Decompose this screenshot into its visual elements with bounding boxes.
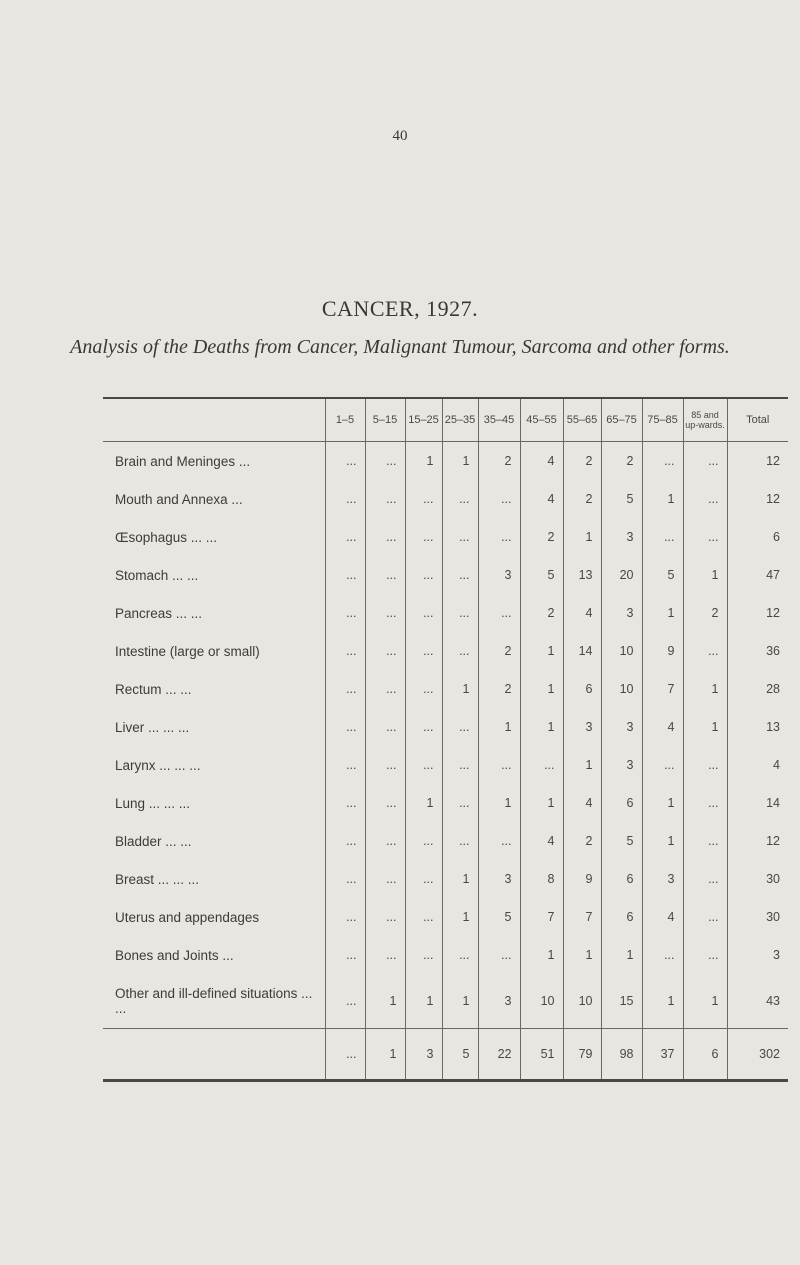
- col-header: Total: [727, 398, 788, 442]
- table-cell: ...: [405, 480, 442, 518]
- page-subtitle: Analysis of the Deaths from Cancer, Malignant Tumour, Sarcoma and other forms.: [70, 336, 730, 358]
- table-cell: 1: [442, 860, 478, 898]
- table-cell: 5: [478, 898, 520, 936]
- row-label: Œsophagus ... ...: [115, 529, 218, 545]
- row-label: Uterus and appendages: [115, 909, 260, 925]
- col-header: 1–5: [325, 398, 365, 442]
- table-cell: ...: [683, 632, 727, 670]
- table-cell: ...: [683, 518, 727, 556]
- table-cell: 36: [727, 632, 788, 670]
- table-cell: 1: [478, 708, 520, 746]
- table-cell: 6: [727, 518, 788, 556]
- table-cell: 1: [563, 518, 601, 556]
- table-cell: 13: [563, 556, 601, 594]
- table-cell: 6: [601, 860, 642, 898]
- table-cell: 1: [520, 784, 563, 822]
- table-cell: 3: [601, 518, 642, 556]
- table-cell: 2: [520, 594, 563, 632]
- table-cell: 12: [727, 442, 788, 481]
- table-cell: 1: [683, 556, 727, 594]
- table-cell: ...: [442, 784, 478, 822]
- table-row: [103, 936, 788, 974]
- table-cell: 2: [563, 822, 601, 860]
- table-cell: ...: [405, 746, 442, 784]
- table-cell: 10: [601, 670, 642, 708]
- table-cell: ...: [405, 632, 442, 670]
- table-row: [103, 746, 788, 784]
- table-cell: 7: [520, 898, 563, 936]
- table-cell: 1: [478, 784, 520, 822]
- table-row: [103, 784, 788, 822]
- table-cell: ...: [442, 518, 478, 556]
- total-cell: 3: [405, 1029, 442, 1081]
- table-cell: 1: [365, 974, 405, 1029]
- total-cell: 51: [520, 1029, 563, 1081]
- col-header: 65–75: [601, 398, 642, 442]
- table-cell: 8: [520, 860, 563, 898]
- table-cell: 28: [727, 670, 788, 708]
- table-cell: 47: [727, 556, 788, 594]
- table-row: [103, 480, 788, 518]
- col-header: 55–65: [563, 398, 601, 442]
- table-row: [103, 822, 788, 860]
- total-cell: 5: [442, 1029, 478, 1081]
- table-cell: 2: [478, 632, 520, 670]
- header-row: [103, 398, 788, 442]
- table-cell: 3: [727, 936, 788, 974]
- table-cell: 6: [563, 670, 601, 708]
- table-cell: 4: [520, 822, 563, 860]
- table-cell: ...: [365, 632, 405, 670]
- table-cell: 1: [405, 442, 442, 481]
- table-cell: 4: [727, 746, 788, 784]
- table-cell: ...: [683, 822, 727, 860]
- table-cell: ...: [683, 480, 727, 518]
- table-cell: ...: [683, 442, 727, 481]
- table-cell: 10: [563, 974, 601, 1029]
- table-row: [103, 898, 788, 936]
- table-cell: 6: [601, 784, 642, 822]
- table-cell: 1: [520, 936, 563, 974]
- table-cell: ...: [405, 898, 442, 936]
- row-label: Liver ... ... ...: [115, 719, 190, 735]
- table-cell: 1: [520, 632, 563, 670]
- row-label: Brain and Meninges ...: [115, 453, 251, 469]
- table-cell: ...: [405, 556, 442, 594]
- row-label: Lung ... ... ...: [115, 795, 191, 811]
- table-cell: ...: [325, 556, 365, 594]
- table-cell: ...: [442, 708, 478, 746]
- table-cell: 1: [642, 784, 683, 822]
- row-label: Bladder ... ...: [115, 833, 192, 849]
- table-cell: ...: [365, 518, 405, 556]
- table-cell: 3: [563, 708, 601, 746]
- table-cell: ...: [442, 822, 478, 860]
- table-cell: ...: [478, 936, 520, 974]
- table-cell: ...: [642, 518, 683, 556]
- row-label: Other and ill-defined situations ... ...: [115, 986, 313, 1016]
- table-cell: ...: [365, 556, 405, 594]
- table-cell: 1: [601, 936, 642, 974]
- table-cell: 1: [442, 670, 478, 708]
- table-cell: ...: [405, 670, 442, 708]
- table-cell: ...: [642, 936, 683, 974]
- table-cell: ...: [683, 746, 727, 784]
- table-cell: 3: [601, 594, 642, 632]
- table-cell: 2: [683, 594, 727, 632]
- col-header: 85 and up-wards.: [683, 398, 727, 442]
- table-cell: ...: [325, 594, 365, 632]
- table-cell: ...: [325, 518, 365, 556]
- table-cell: 4: [520, 442, 563, 481]
- table-cell: 43: [727, 974, 788, 1029]
- total-cell: 37: [642, 1029, 683, 1081]
- table-cell: ...: [442, 746, 478, 784]
- row-label: Pancreas ... ...: [115, 605, 203, 621]
- table-cell: ...: [405, 708, 442, 746]
- table-cell: 7: [642, 670, 683, 708]
- table-cell: 14: [727, 784, 788, 822]
- table-cell: 1: [405, 974, 442, 1029]
- table-cell: 1: [642, 480, 683, 518]
- table-cell: ...: [325, 632, 365, 670]
- table-cell: 2: [478, 670, 520, 708]
- table-cell: 1: [442, 974, 478, 1029]
- table-cell: ...: [683, 860, 727, 898]
- table-cell: 6: [601, 898, 642, 936]
- col-header: 15–25: [405, 398, 442, 442]
- cancer-deaths-table: [103, 397, 788, 1082]
- table-cell: ...: [365, 898, 405, 936]
- table-cell: ...: [325, 442, 365, 481]
- table-row: [103, 556, 788, 594]
- table-cell: 15: [601, 974, 642, 1029]
- table-cell: 30: [727, 898, 788, 936]
- table-cell: 1: [683, 708, 727, 746]
- table-cell: ...: [325, 860, 365, 898]
- row-label: Mouth and Annexa ...: [115, 491, 243, 507]
- table-cell: ...: [642, 746, 683, 784]
- header-blank: [103, 398, 325, 442]
- table-cell: 1: [405, 784, 442, 822]
- table-row: [103, 860, 788, 898]
- table-cell: 2: [563, 442, 601, 481]
- table-cell: ...: [365, 708, 405, 746]
- table-cell: ...: [442, 936, 478, 974]
- table-cell: ...: [365, 442, 405, 481]
- col-header: 5–15: [365, 398, 405, 442]
- row-label: Intestine (large or small): [115, 643, 260, 659]
- table-cell: 1: [520, 708, 563, 746]
- table-cell: ...: [405, 860, 442, 898]
- table-cell: 10: [520, 974, 563, 1029]
- table-cell: 1: [563, 936, 601, 974]
- table-cell: ...: [442, 594, 478, 632]
- table-cell: 7: [563, 898, 601, 936]
- table-cell: 12: [727, 594, 788, 632]
- row-label: Rectum ... ...: [115, 681, 192, 697]
- table-cell: 9: [563, 860, 601, 898]
- col-header: 25–35: [442, 398, 478, 442]
- table-cell: 4: [520, 480, 563, 518]
- table-cell: ...: [365, 860, 405, 898]
- table-cell: 3: [601, 746, 642, 784]
- table-cell: 12: [727, 822, 788, 860]
- table-cell: ...: [365, 480, 405, 518]
- table-cell: ...: [405, 936, 442, 974]
- table-cell: 1: [642, 822, 683, 860]
- table-cell: ...: [325, 746, 365, 784]
- table-cell: 9: [642, 632, 683, 670]
- table-cell: 3: [478, 556, 520, 594]
- table-cell: 2: [563, 480, 601, 518]
- table-row: [103, 708, 788, 746]
- table-row: [103, 974, 788, 1029]
- table-cell: 3: [478, 974, 520, 1029]
- table-cell: ...: [405, 822, 442, 860]
- table-cell: ...: [683, 784, 727, 822]
- table-cell: ...: [325, 670, 365, 708]
- totals-row: [103, 1029, 788, 1081]
- row-label: Breast ... ... ...: [115, 871, 200, 887]
- table-cell: 20: [601, 556, 642, 594]
- table-cell: 1: [683, 974, 727, 1029]
- total-cell: ...: [325, 1029, 365, 1081]
- table-cell: 5: [520, 556, 563, 594]
- total-cell: 98: [601, 1029, 642, 1081]
- table-cell: ...: [683, 898, 727, 936]
- row-label: Bones and Joints ...: [115, 947, 234, 963]
- totals-label-blank: [103, 1029, 325, 1081]
- table-cell: 2: [601, 442, 642, 481]
- table-cell: ...: [365, 822, 405, 860]
- table-cell: 13: [727, 708, 788, 746]
- table-cell: ...: [405, 594, 442, 632]
- table-cell: ...: [442, 480, 478, 518]
- table-cell: ...: [642, 442, 683, 481]
- table-cell: 12: [727, 480, 788, 518]
- table-cell: ...: [442, 632, 478, 670]
- col-header: 35–45: [478, 398, 520, 442]
- table-cell: 1: [563, 746, 601, 784]
- table-cell: 14: [563, 632, 601, 670]
- page-number: 40: [392, 128, 408, 144]
- table-cell: ...: [520, 746, 563, 784]
- table-cell: 5: [642, 556, 683, 594]
- table-cell: 2: [478, 442, 520, 481]
- total-cell: 79: [563, 1029, 601, 1081]
- table-cell: 30: [727, 860, 788, 898]
- table-cell: ...: [325, 974, 365, 1029]
- table-cell: 1: [642, 974, 683, 1029]
- table-cell: 4: [563, 594, 601, 632]
- table-cell: ...: [683, 936, 727, 974]
- table-row: [103, 442, 788, 481]
- table-cell: ...: [365, 594, 405, 632]
- table-cell: 1: [642, 594, 683, 632]
- table-cell: ...: [325, 936, 365, 974]
- table-cell: 10: [601, 632, 642, 670]
- table-cell: 3: [478, 860, 520, 898]
- table-cell: ...: [365, 936, 405, 974]
- table-cell: ...: [325, 708, 365, 746]
- table-row: [103, 594, 788, 632]
- table-cell: ...: [405, 518, 442, 556]
- row-label: Larynx ... ... ...: [115, 757, 201, 773]
- table-cell: ...: [442, 556, 478, 594]
- table-cell: ...: [325, 898, 365, 936]
- table-cell: 4: [642, 898, 683, 936]
- table-cell: 4: [563, 784, 601, 822]
- table-cell: ...: [325, 784, 365, 822]
- table-cell: 5: [601, 822, 642, 860]
- table-cell: ...: [365, 746, 405, 784]
- table-cell: 3: [601, 708, 642, 746]
- table-row: [103, 670, 788, 708]
- table-cell: 1: [683, 670, 727, 708]
- table-row: [103, 632, 788, 670]
- table-cell: ...: [478, 480, 520, 518]
- table-cell: ...: [365, 784, 405, 822]
- table-cell: ...: [365, 670, 405, 708]
- table-cell: 5: [601, 480, 642, 518]
- table-cell: ...: [478, 518, 520, 556]
- table-cell: ...: [478, 594, 520, 632]
- total-cell: 6: [683, 1029, 727, 1081]
- col-header: 75–85: [642, 398, 683, 442]
- total-cell: 1: [365, 1029, 405, 1081]
- table-cell: ...: [325, 480, 365, 518]
- total-cell: 302: [727, 1029, 788, 1081]
- col-header: 45–55: [520, 398, 563, 442]
- table-cell: ...: [478, 746, 520, 784]
- table-cell: 1: [442, 898, 478, 936]
- table-cell: 3: [642, 860, 683, 898]
- total-cell: 22: [478, 1029, 520, 1081]
- table-cell: 4: [642, 708, 683, 746]
- page-title: CANCER, 1927.: [321, 296, 479, 321]
- table-cell: ...: [478, 822, 520, 860]
- table-row: [103, 518, 788, 556]
- table-cell: ...: [325, 822, 365, 860]
- table-cell: 1: [520, 670, 563, 708]
- row-label: Stomach ... ...: [115, 567, 199, 583]
- table-cell: 1: [442, 442, 478, 481]
- table-cell: 2: [520, 518, 563, 556]
